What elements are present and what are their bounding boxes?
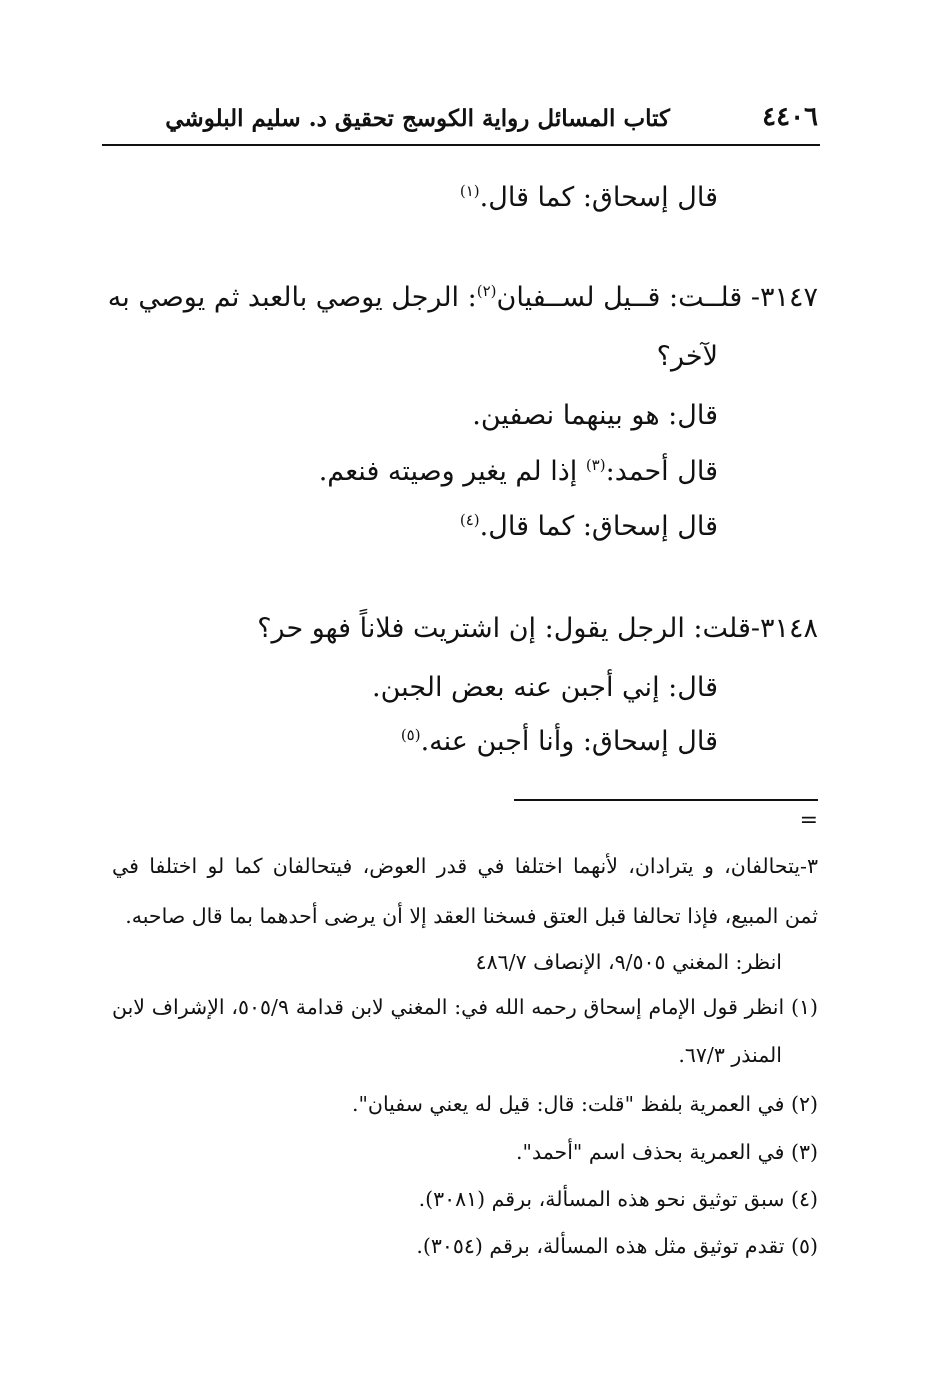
footnote-separator [514, 799, 818, 801]
answer-3148-2 [401, 726, 718, 757]
footnote-ref-4: (٤) [459, 511, 480, 529]
answer-3147-2 [319, 456, 718, 487]
question-3147-line1 [107, 282, 818, 313]
footnote-ref-5: (٥) [400, 726, 421, 744]
footnote-2: (٢) في العمرية بلفظ "قلت: قال: قيل له يعني سفيان". [351, 1092, 818, 1116]
footnote-continued-line1: ٣-يتحالفان، و يترادان، لأنهما اختلفا في قدر العوض، فيتحالفان كما لو اختلفا في [112, 854, 818, 878]
footnote-1-line1: (١) انظر قول الإمام إسحاق رحمه الله في: المغني لابن قدامة ٥٠٥/٩، الإشراف لابن [112, 995, 818, 1019]
intro-text: قال إسحاق: كما قال. [479, 182, 718, 213]
question-3147-start: ٣١٤٧- قلــت: قــيل لســفيان [496, 282, 818, 313]
footnote-ref-1: (١) [459, 182, 480, 200]
footnote-3: (٣) في العمرية بحذف اسم "أحمد". [516, 1140, 818, 1164]
footnote-1-line2: المنذر ٦٧/٣. [678, 1043, 782, 1067]
answer-3148-2-text: قال إسحاق: وأنا أجبن عنه. [420, 726, 718, 757]
footnote-ref-2: (٢) [476, 282, 497, 300]
answer-3147-3 [460, 511, 718, 542]
answer-3147-3-text: قال إسحاق: كما قال. [479, 511, 718, 542]
running-header-title: كتاب المسائل رواية الكوسج تحقيق د. سليم البلوشي [165, 105, 670, 132]
question-3147-rest: : الرجل يوصي بالعبد ثم يوصي به [107, 282, 477, 313]
footnote-continued-line2: ثمن المبيع، فإذا تحالفا قبل العتق فسخنا العقد إلا أن يرضى أحدهما بما قال صاحبه. [125, 904, 818, 928]
page-number: ٤٤٠٦ [762, 102, 818, 132]
footnote-4: (٤) سبق توثيق نحو هذه المسألة، برقم (٣٠٨١). [418, 1187, 818, 1211]
footnote-5: (٥) تقدم توثيق مثل هذه المسألة، برقم (٣٠٥٤). [416, 1234, 818, 1258]
question-3147-line2: لآخر؟ [656, 341, 718, 372]
question-3148: ٣١٤٨-قلت: الرجل يقول: إن اشتريت فلاناً فهو حر؟ [257, 613, 818, 644]
continuation-mark: = [799, 808, 818, 833]
answer-3147-1: قال: هو بينهما نصفين. [472, 400, 718, 431]
answer-3147-2-rest: إذا لم يغير وصيته فنعم. [318, 456, 586, 487]
footnote-ref-3: (٣) [585, 456, 606, 474]
header-rule [102, 144, 820, 146]
answer-3147-2-start: قال أحمد: [605, 456, 718, 487]
answer-3148-1: قال: إني أجبن عنه بعض الجبن. [372, 672, 718, 703]
footnote-continued-line3: انظر: المغني ٩/٥٠٥، الإنصاف ٤٨٦/٧ [475, 950, 782, 974]
intro-line [460, 182, 718, 213]
